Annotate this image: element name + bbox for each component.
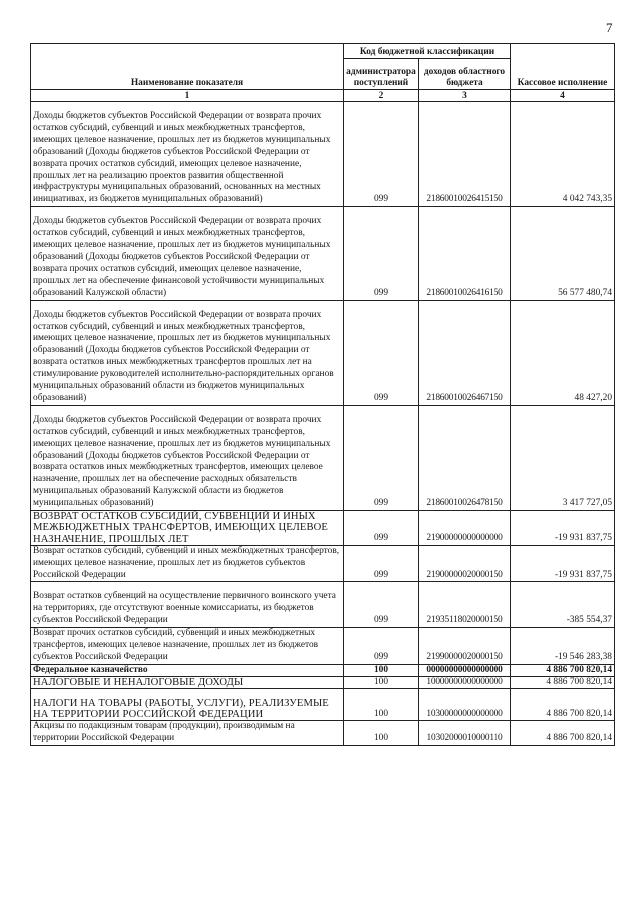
row-name: Возврат остатков субсидий, субвенций и иных межбюджетных трансфертов, имеющих целевое назначение, прошлых лет из бюджетов субъектов Российской Федерации: [31, 545, 344, 582]
row-code: 21900000020000150: [419, 545, 511, 582]
row-code: 10300000000000000: [419, 689, 511, 721]
row-admin: 099: [344, 582, 419, 628]
table-row: [31, 545, 615, 582]
column-number: 3: [419, 90, 511, 102]
table-row: [31, 102, 615, 207]
row-code: 10302000010000110: [419, 721, 511, 746]
row-amount: -19 546 283,38: [511, 628, 615, 665]
row-name: Доходы бюджетов субъектов Российской Федерации от возврата прочих остатков субсидий, субвенций и иных межбюджетных трансфертов, имеющих целевое назначение, прошлых лет из бюджетов муниципальных образований (Доходы бюджетов субъектов Российской Федерации от возврата прочих остатков субсидий, имеющих целевое назначение, прошлых лет на обеспечение финансовой устойчивости муниципальных образований Калужской области): [33, 216, 331, 298]
table-row: [31, 676, 615, 688]
row-admin: 099: [344, 207, 419, 300]
row-amount: 4 886 700 820,14: [511, 721, 615, 746]
table-row: [31, 664, 615, 676]
row-admin: 100: [344, 721, 419, 746]
header-income: доходов областного бюджета: [419, 59, 511, 90]
column-number: 4: [511, 90, 615, 102]
table-row: [31, 721, 615, 746]
row-admin: 099: [344, 300, 419, 405]
row-amount: -385 554,37: [511, 582, 615, 628]
row-code: 00000000000000000: [419, 664, 511, 676]
page-number: 7: [606, 20, 613, 35]
row-code: 21990000020000150: [419, 628, 511, 665]
table-row: [31, 300, 615, 405]
table-row: [31, 405, 615, 510]
row-amount: 4 886 700 820,14: [511, 689, 615, 721]
row-admin: 099: [344, 102, 419, 207]
row-code: 21860010026478150: [419, 405, 511, 510]
row-admin: 099: [344, 511, 419, 546]
row-admin: 100: [344, 676, 419, 688]
row-name: Доходы бюджетов субъектов Российской Федерации от возврата прочих остатков субсидий, субвенций и иных межбюджетных трансфертов, имеющих целевое назначение, прошлых лет из бюджетов муниципальных образований (Доходы бюджетов субъектов Российской Федерации от возврата прочих остатков субсидий, имеющих целевое назначение, прошлых лет на реализацию проектов развития общественной инфраструктуры муниципальных образований, основанных на местных инициативах, из бюджетов муниципальных образований): [33, 111, 331, 205]
row-code: 10000000000000000: [419, 676, 511, 688]
row-name: Федеральное казначейство: [31, 664, 344, 676]
header-cash-execution: Кассовое исполнение: [511, 44, 615, 90]
row-code: 21900000000000000: [419, 511, 511, 546]
row-admin: 099: [344, 628, 419, 665]
table-row: [31, 511, 615, 546]
row-admin: 099: [344, 545, 419, 582]
row-name: НАЛОГИ НА ТОВАРЫ (РАБОТЫ, УСЛУГИ), РЕАЛИЗУЕМЫЕ НА ТЕРРИТОРИИ РОССИЙСКОЙ ФЕДЕРАЦИИ: [33, 698, 329, 721]
row-name: НАЛОГОВЫЕ И НЕНАЛОГОВЫЕ ДОХОДЫ: [31, 676, 344, 688]
table-row: [31, 628, 615, 665]
row-name: ВОЗВРАТ ОСТАТКОВ СУБСИДИЙ, СУБВЕНЦИЙ И ИНЫХ МЕЖБЮДЖЕТНЫХ ТРАНСФЕРТОВ, ИМЕЮЩИХ ЦЕЛЕВОЕ НАЗНАЧЕНИЕ, ПРОШЛЫХ ЛЕТ: [31, 511, 344, 546]
row-name: Возврат остатков субвенций на осуществление первичного воинского учета на территориях, где отсутствуют военные комиссариаты, из бюджетов субъектов Российской Федерации: [33, 591, 336, 626]
table-row: [31, 582, 615, 628]
row-admin: 100: [344, 664, 419, 676]
row-amount: 4 886 700 820,14: [511, 664, 615, 676]
column-number: 1: [31, 90, 344, 102]
row-amount: 4 042 743,35: [511, 102, 615, 207]
row-amount: -19 931 837,75: [511, 545, 615, 582]
table-row: [31, 207, 615, 300]
row-name: Возврат прочих остатков субсидий, субвенций и иных межбюджетных трансфертов, имеющих целевое назначение, прошлых лет из бюджетов субъектов Российской Федерации: [31, 628, 344, 665]
row-amount: 48 427,20: [511, 300, 615, 405]
budget-execution-table: [30, 43, 615, 746]
row-admin: 099: [344, 405, 419, 510]
row-amount: 3 417 727,05: [511, 405, 615, 510]
column-number: 2: [344, 90, 419, 102]
row-code: 21860010026416150: [419, 207, 511, 300]
row-code: 21860010026467150: [419, 300, 511, 405]
header-indicator-name: Наименование показателя: [31, 44, 344, 90]
row-code: 21935118020000150: [419, 582, 511, 628]
row-admin: 100: [344, 689, 419, 721]
row-name: Доходы бюджетов субъектов Российской Федерации от возврата прочих остатков субсидий, субвенций и иных межбюджетных трансфертов, имеющих целевое назначение, прошлых лет из бюджетов муниципальных образований (Доходы бюджетов субъектов Российской Федерации от возврата остатков иных межбюджетных трансфертов прошлых лет на стимулирование руководителей исполнительно-распорядительных органов муниципальных образований области из бюджетов муниципальных образований): [33, 309, 334, 403]
row-name: Доходы бюджетов субъектов Российской Федерации от возврата прочих остатков субсидий, субвенций и иных межбюджетных трансфертов, имеющих целевое назначение, прошлых лет из бюджетов муниципальных образований (Доходы бюджетов субъектов Российской Федерации от возврата остатков иных межбюджетных трансфертов, имеющих целевое назначение, прошлых лет на обеспечение расходных обязательств муниципальных образований Калужской области из бюджетов муниципальных образований): [33, 414, 331, 509]
row-amount: 4 886 700 820,14: [511, 676, 615, 688]
row-amount: 56 577 480,74: [511, 207, 615, 300]
row-name: Акцизы по подакцизным товарам (продукции), производимым на территории Российской Федерации: [31, 721, 344, 746]
row-code: 21860010026415150: [419, 102, 511, 207]
row-amount: -19 931 837,75: [511, 511, 615, 546]
table-row: [31, 689, 615, 721]
header-admin: администратора поступлений: [344, 59, 419, 90]
header-budget-code: Код бюджетной классификации: [344, 44, 511, 59]
